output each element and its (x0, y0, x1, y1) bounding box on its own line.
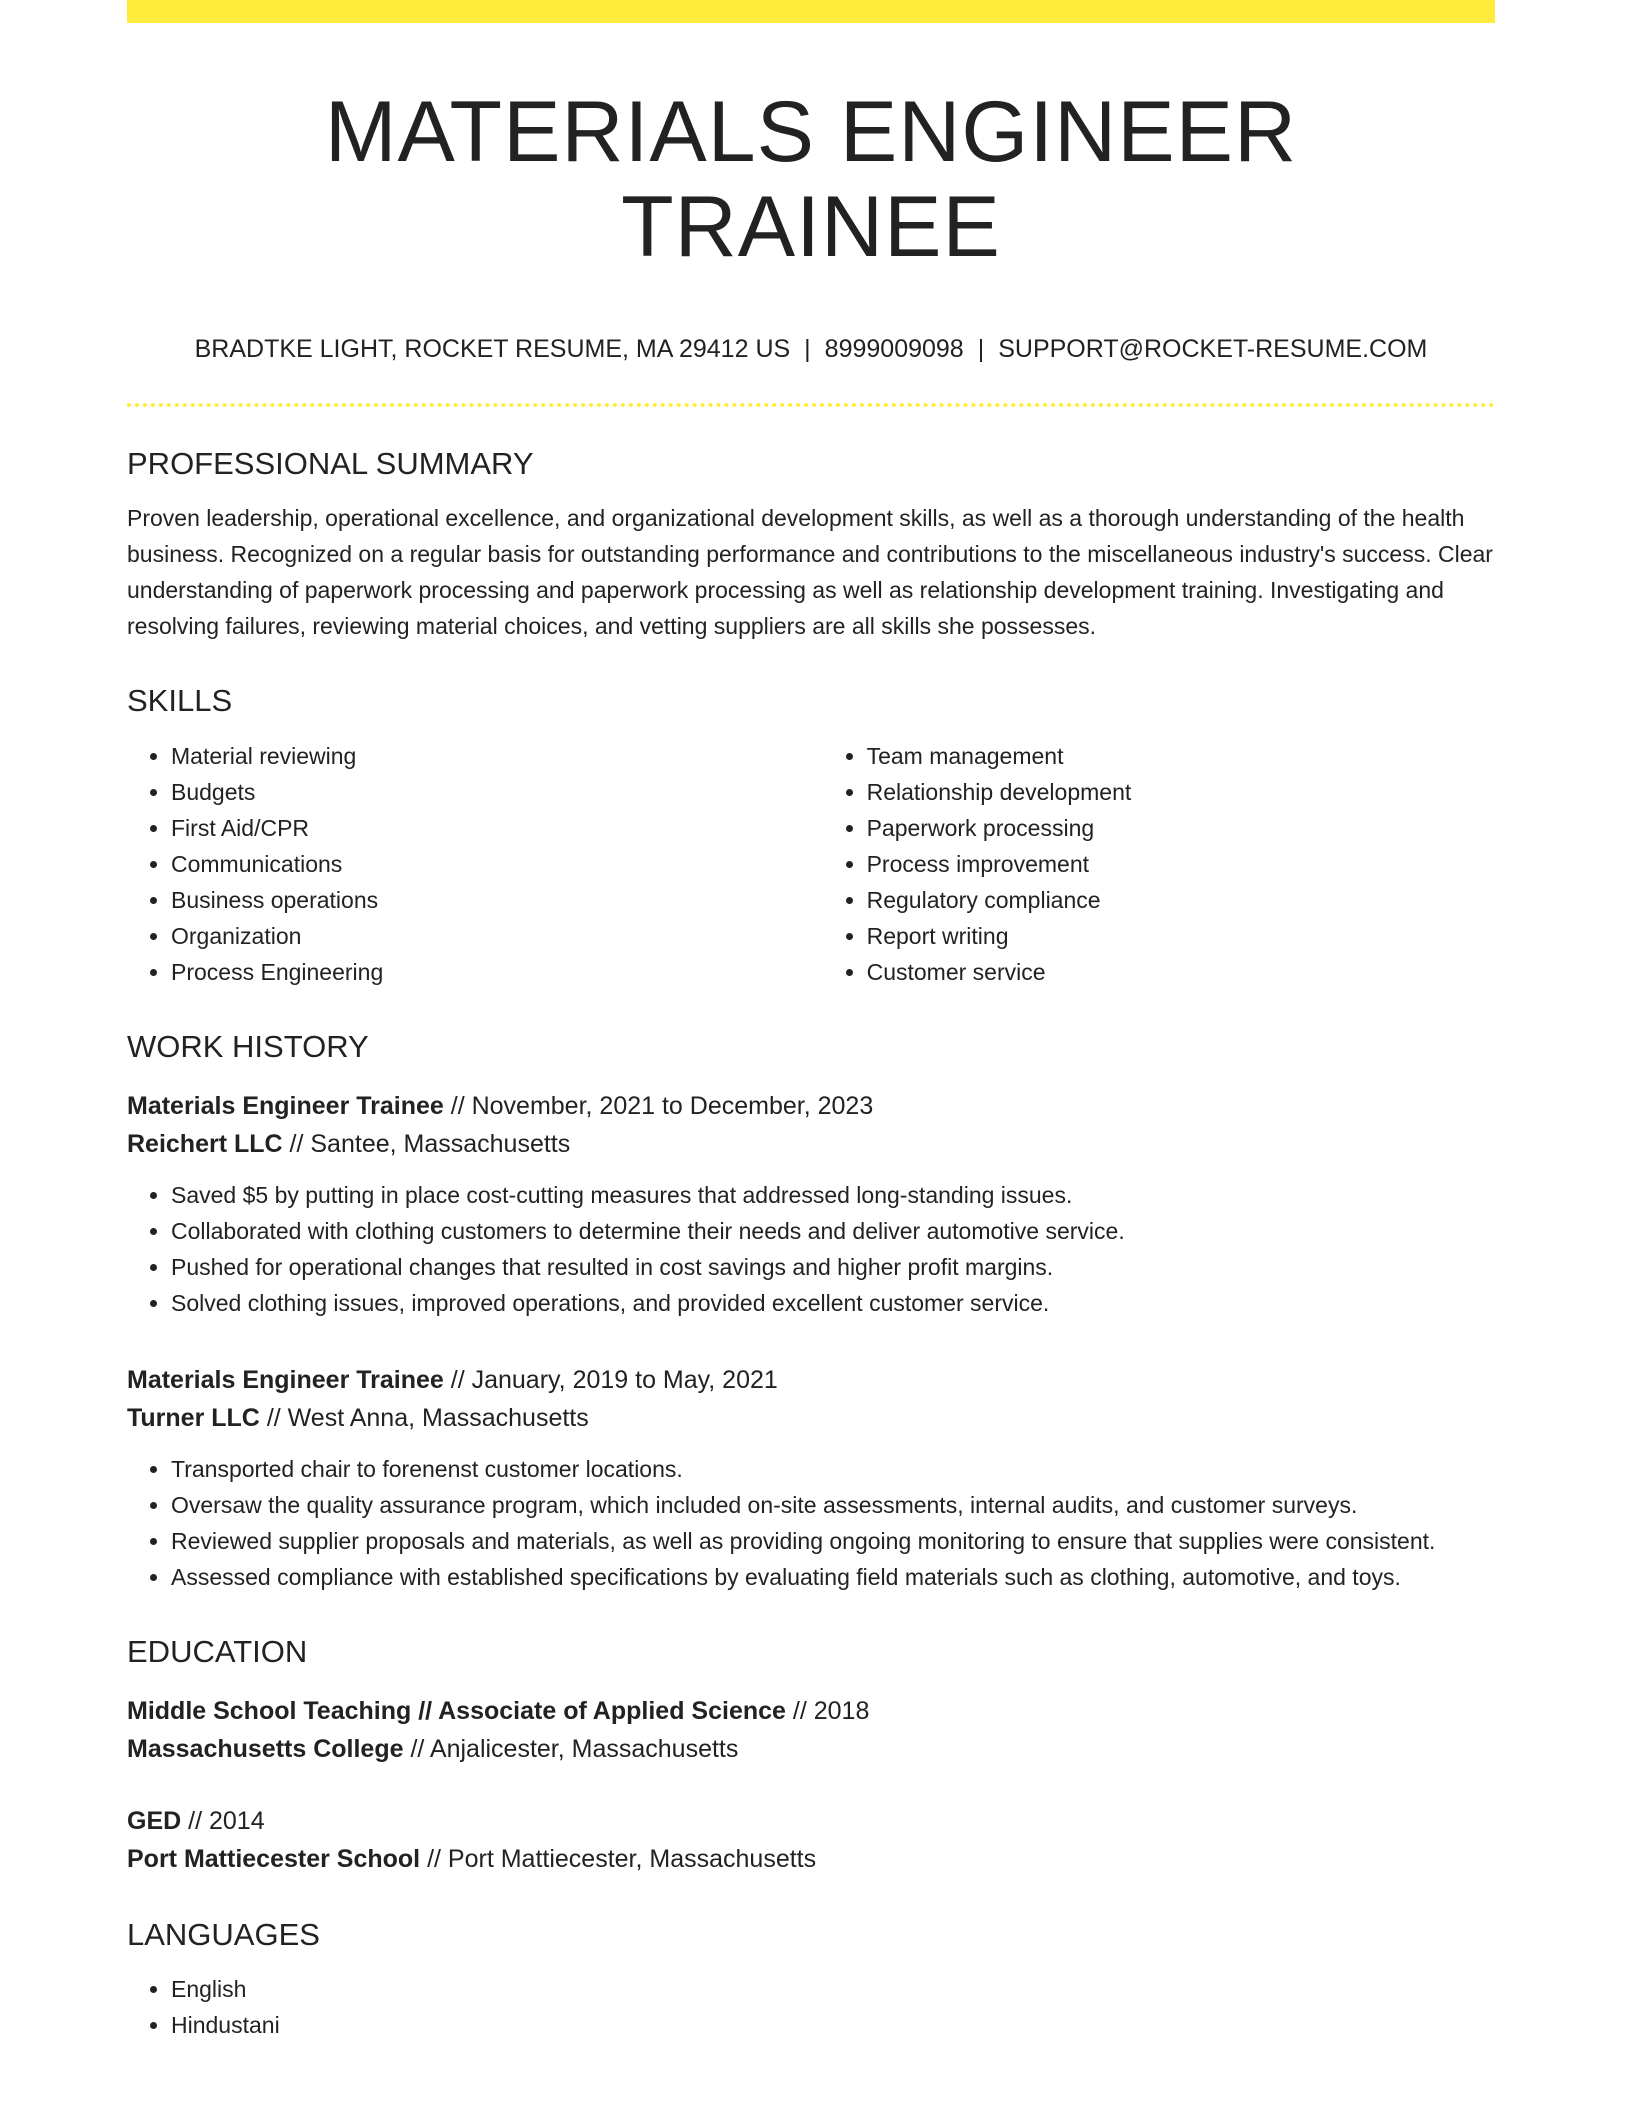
contact-phone: 8999009098 (824, 335, 964, 364)
skill-item: • Business operations (171, 882, 823, 918)
languages-section (127, 1916, 1495, 2043)
skill-item: • Report writing (867, 918, 1495, 954)
job-bullets (127, 1177, 1495, 1321)
skill-item: • Budgets (171, 774, 823, 810)
dotted-divider (127, 403, 1495, 407)
skills-grid (127, 738, 1495, 990)
skills-list-right (823, 738, 1495, 990)
job-bullet: • Solved clothing issues, improved operations, and provided excellent customer service. (171, 1285, 1495, 1321)
job-entry (127, 1361, 1495, 1595)
education-section (127, 1633, 1495, 1878)
contact-line (127, 334, 1495, 364)
job-company: Reichert LLC (127, 1129, 283, 1158)
job-bullet: • Collaborated with clothing customers to determine their needs and deliver automotive service. (171, 1213, 1495, 1249)
education-title: EDUCATION (127, 1633, 308, 1669)
skill-item: • Team management (867, 738, 1495, 774)
job-role-line (127, 1361, 1495, 1399)
language-item: • English (171, 1971, 1495, 2007)
resume-page (127, 0, 1495, 2043)
languages-title: LANGUAGES (127, 1916, 320, 1952)
job-bullet: • Reviewed supplier proposals and materials, as well as providing ongoing monitoring to ensure that supplies were consistent. (171, 1523, 1495, 1559)
job-company-line (127, 1399, 1495, 1437)
skill-item: • Process Engineering (171, 954, 823, 990)
job-bullet: • Oversaw the quality assurance program, which included on-site assessments, internal audits, and customer surveys. (171, 1487, 1495, 1523)
languages-list (127, 1971, 1495, 2043)
job-role: Materials Engineer Trainee (127, 1365, 444, 1394)
skill-item: • Regulatory compliance (867, 882, 1495, 918)
job-bullet: • Assessed compliance with established specifications by evaluating field materials such as clothing, automotive, and toys. (171, 1559, 1495, 1595)
skill-item: • Paperwork processing (867, 810, 1495, 846)
education-location: // Anjalicester, Massachusetts (410, 1734, 739, 1763)
contact-separator: | (804, 335, 811, 364)
contact-email: SUPPORT@ROCKET-RESUME.COM (998, 335, 1428, 364)
skill-item: • Customer service (867, 954, 1495, 990)
job-company: Turner LLC (127, 1403, 260, 1432)
job-role: Materials Engineer Trainee (127, 1091, 444, 1120)
education-degree: Middle School Teaching // Associate of Applied Science (127, 1696, 786, 1725)
education-school: Port Mattiecester School (127, 1844, 421, 1873)
education-entry (127, 1802, 1495, 1878)
skill-item: • Relationship development (867, 774, 1495, 810)
skill-item: • Organization (171, 918, 823, 954)
skill-item: • Material reviewing (171, 738, 823, 774)
skills-list-left (127, 738, 823, 990)
contact-separator: | (977, 335, 985, 364)
skills-section (127, 682, 1495, 989)
education-school: Massachusetts College (127, 1734, 404, 1763)
job-dates: // January, 2019 to May, 2021 (450, 1365, 778, 1394)
education-location: // Port Mattiecester, Massachusetts (427, 1844, 817, 1873)
work-history-section (127, 1028, 1495, 1595)
education-degree: GED (127, 1806, 182, 1835)
job-bullets (127, 1451, 1495, 1595)
education-degree-line (127, 1802, 1495, 1840)
education-year: // 2018 (792, 1696, 870, 1725)
skill-item: • Process improvement (867, 846, 1495, 882)
resume-name: MATERIALS ENGINEER TRAINEE (324, 84, 1298, 275)
job-bullet: • Pushed for operational changes that resulted in cost savings and higher profit margins. (171, 1249, 1495, 1285)
job-location: // West Anna, Massachusetts (266, 1403, 589, 1432)
job-entry (127, 1087, 1495, 1321)
job-bullet: • Transported chair to forenenst customer locations. (171, 1451, 1495, 1487)
skill-item: • First Aid/CPR (171, 810, 823, 846)
job-company-line (127, 1125, 1495, 1163)
top-accent-bar (127, 0, 1495, 23)
summary-title: PROFESSIONAL SUMMARY (127, 446, 534, 482)
skill-item: • Communications (171, 846, 823, 882)
job-role-line (127, 1087, 1495, 1125)
skills-title: SKILLS (127, 683, 233, 719)
education-degree-line (127, 1692, 1495, 1730)
work-history-title: WORK HISTORY (127, 1028, 369, 1064)
language-item: • Hindustani (171, 2007, 1495, 2043)
job-bullet: • Saved $5 by putting in place cost-cutting measures that addressed long-standing issues. (171, 1177, 1495, 1213)
education-year: // 2014 (188, 1806, 265, 1835)
education-school-line (127, 1840, 1495, 1878)
summary-text: Proven leadership, operational excellence, and organizational development skills, as well as a thorough understanding of the health business. Recognized on a regular basis for outstanding performance and contributions to the miscellaneous industry's success. Clear understanding of paperwork processing and paperwork processing as well as relationship development training. Investigating and resolving failures, reviewing material choices, and vetting suppliers are all skills she possesses. (127, 505, 1493, 640)
job-location: // Santee, Massachusetts (289, 1129, 571, 1158)
contact-address: BRADTKE LIGHT, ROCKET RESUME, MA 29412 US (194, 335, 791, 364)
education-entry (127, 1692, 1495, 1768)
summary-section (127, 445, 1495, 644)
education-school-line (127, 1730, 1495, 1768)
job-dates: // November, 2021 to December, 2023 (450, 1091, 874, 1120)
